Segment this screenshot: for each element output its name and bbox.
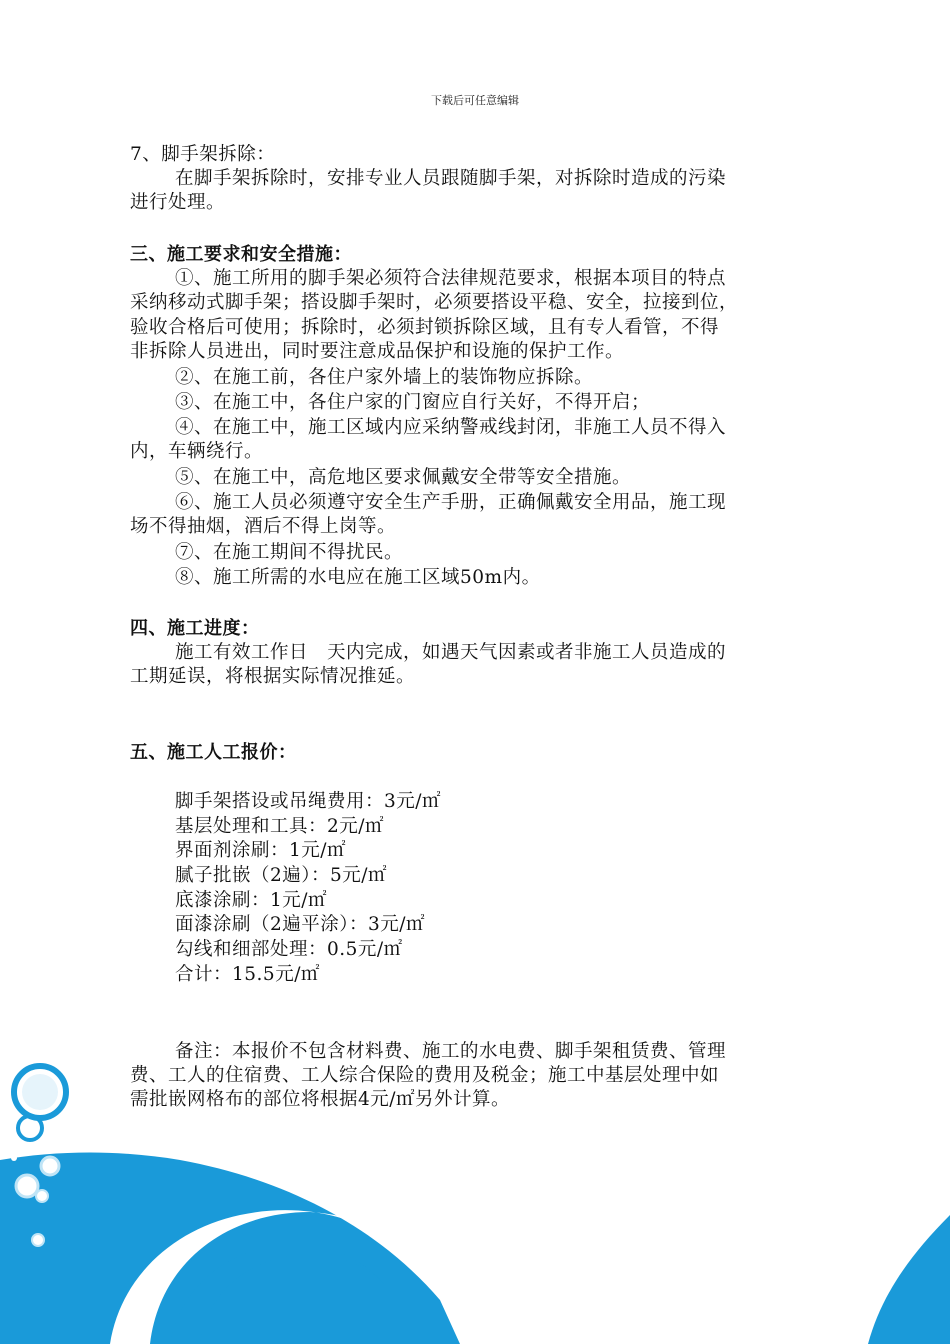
section-heading: 五、施工人工报价： [130,742,297,763]
text-line: 7、脚手架拆除： [130,144,276,165]
text-line: 面漆涂刷（2遍平涂）：3元/㎡ [175,914,426,935]
text-line: 勾线和细部处理：0.5元/㎡ [175,939,403,960]
text-line: 进行处理。 [130,192,226,213]
text-line: 工期延误，将根据实际情况推延。 [130,666,416,687]
text-line: 腻子批嵌（2遍）：5元/㎡ [175,865,388,886]
text-line: 备注：本报价不包含材料费、施工的水电费、脚手架租赁费、管理 [175,1041,727,1062]
text-line: 验收合格后可使用；拆除时，必须封锁拆除区域，且有专人看管，不得 [130,317,720,338]
bubble-medium [18,1116,42,1140]
text-line: ②、在施工前，各住户家外墙上的装饰物应拆除。 [175,367,594,388]
text-line: 基层处理和工具：2元/㎡ [175,816,385,837]
text-line: ⑤、在施工中，高危地区要求佩戴安全带等安全措施。 [175,467,632,488]
section-heading: 三、施工要求和安全措施： [130,244,352,265]
text-line: 施工有效工作日 天内完成，如遇天气因素或者非施工人员造成的 [175,642,727,663]
text-line: 非拆除人员进出，同时要注意成品保护和设施的保护工作。 [130,341,625,362]
text-line: ⑥、施工人员必须遵守安全生产手册，正确佩戴安全用品，施工现 [175,492,727,513]
header-note: 下载后可任意编辑 [431,94,519,107]
wave-shape [0,1153,460,1344]
bubble-small-3 [36,1190,48,1202]
text-line: ⑧、施工所需的水电应在施工区域50m内。 [175,567,541,588]
wave-right [868,1215,950,1344]
bubble-small-2 [16,1175,38,1197]
bubble-small-1 [41,1157,59,1175]
bubble-small-4 [32,1234,44,1246]
text-line: 界面剂涂刷：1元/㎡ [175,840,347,861]
text-line: ①、施工所用的脚手架必须符合法律规范要求，根据本项目的特点 [175,268,727,289]
text-line: 内，车辆绕行。 [130,441,264,462]
sparkle [11,1155,17,1161]
text-line: ④、在施工中，施工区域内应采纳警戒线封闭，非施工人员不得入 [175,417,727,438]
section-heading: 四、施工进度： [130,618,260,639]
text-line: 费、工人的住宿费、工人综合保险的费用及税金；施工中基层处理中如 [130,1065,720,1086]
text-line: 在脚手架拆除时，安排专业人员跟随脚手架，对拆除时造成的污染 [175,168,727,189]
text-line: 场不得抽烟，酒后不得上岗等。 [130,516,397,537]
text-line: ⑦、在施工期间不得扰民。 [175,542,404,563]
text-line: 需批嵌网格布的部位将根据4元/㎡另外计算。 [130,1089,511,1110]
text-line: 合计：15.5元/㎡ [175,964,320,985]
text-line: 底漆涂刷：1元/㎡ [175,890,328,911]
text-line: 脚手架搭设或吊绳费用：3元/㎡ [175,791,442,812]
text-line: 采纳移动式脚手架；搭设脚手架时，必须要搭设平稳、安全，拉接到位， [130,292,739,313]
text-line: ③、在施工中，各住户家的门窗应自行关好，不得开启； [175,392,651,413]
